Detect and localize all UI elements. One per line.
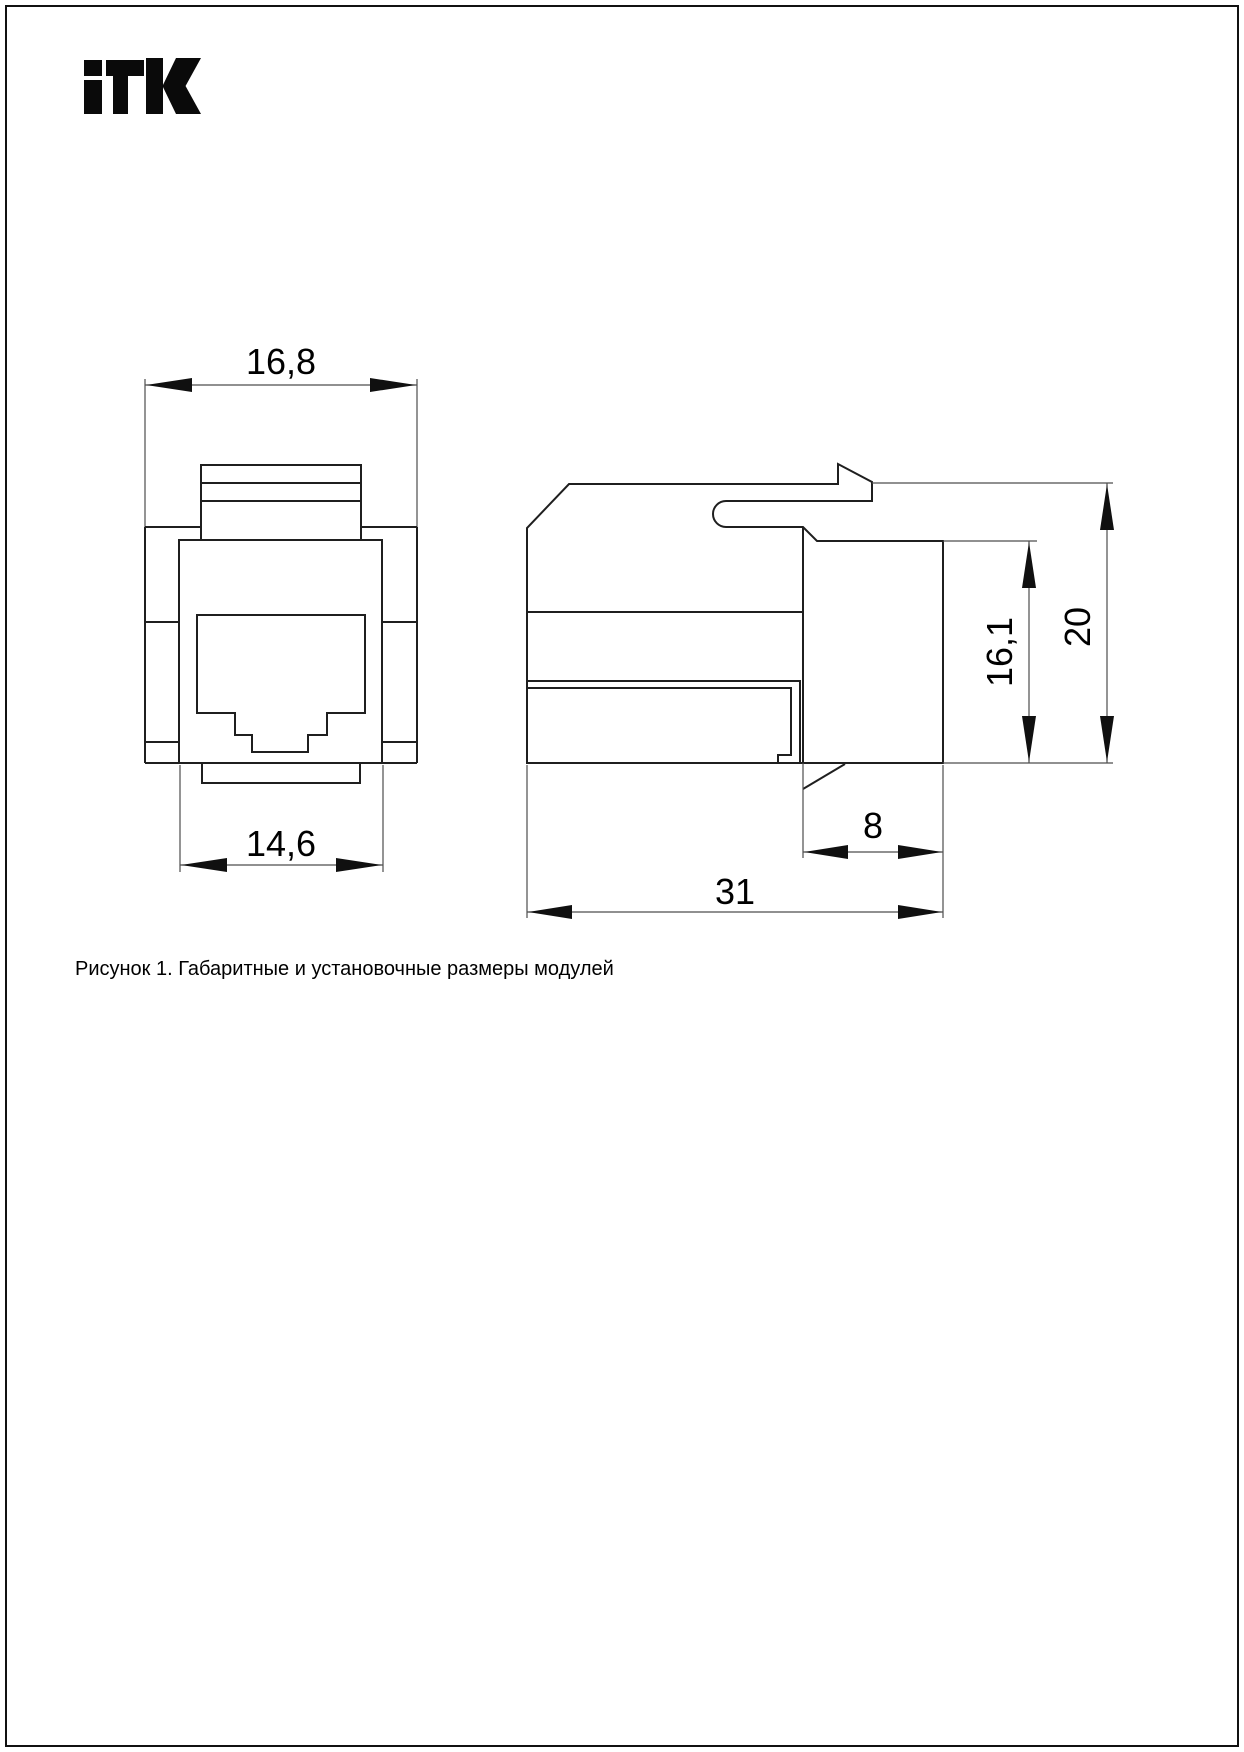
- arrow-right-icon: [898, 905, 942, 919]
- release-lever: [803, 764, 845, 789]
- arrow-left-icon: [804, 845, 848, 859]
- contact-plate-inner: [527, 688, 791, 763]
- dim-label-side-total-length: 31: [714, 871, 756, 912]
- arrow-up-icon: [1022, 542, 1036, 588]
- front-body: [179, 540, 382, 763]
- arrow-left-icon: [146, 378, 192, 392]
- front-bottom-tab: [202, 763, 360, 783]
- arrow-up-icon: [1100, 484, 1114, 530]
- front-view: [145, 378, 417, 872]
- dim-label-front-bottom-width: 14,6: [245, 823, 317, 864]
- dim-label-front-top-width: 16,8: [245, 341, 317, 382]
- arrow-right-icon: [370, 378, 416, 392]
- dim-label-side-rear-depth: 8: [862, 805, 884, 846]
- rj45-opening: [197, 615, 365, 752]
- contact-plate-outer: [527, 681, 800, 763]
- side-view: [527, 464, 1114, 919]
- front-top-tab: [201, 465, 361, 540]
- arrow-right-icon: [898, 845, 942, 859]
- arrow-left-icon: [528, 905, 572, 919]
- dim-label-side-total-height: 20: [1057, 606, 1098, 648]
- arrow-down-icon: [1022, 716, 1036, 762]
- arrow-down-icon: [1100, 716, 1114, 762]
- figure-caption: Рисунок 1. Габаритные и установочные размеры модулей: [75, 958, 614, 980]
- side-body-outline: [527, 464, 943, 763]
- dim-label-side-rear-height: 16,1: [979, 616, 1020, 688]
